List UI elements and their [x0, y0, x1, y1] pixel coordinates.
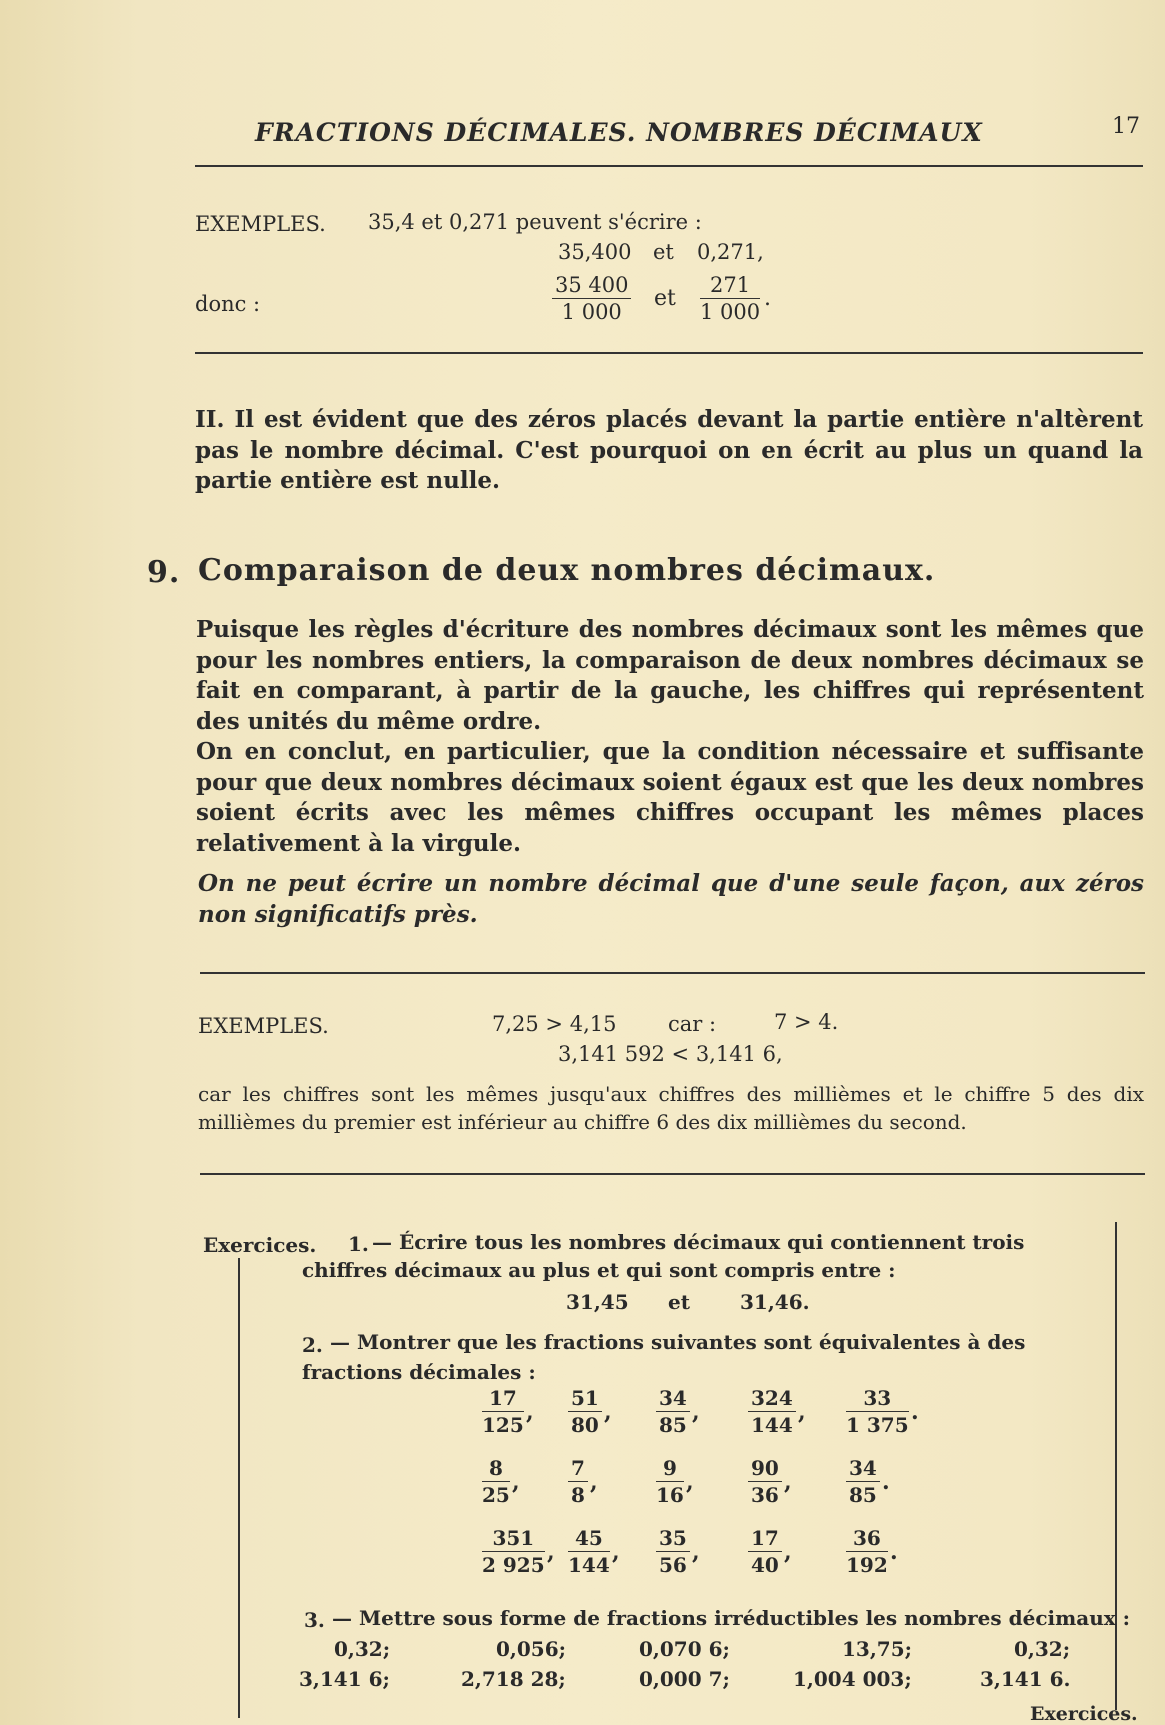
fraction-denominator: 36 — [751, 1483, 779, 1507]
fraction-numerator: 33 — [846, 1385, 909, 1412]
example1-end: . — [764, 286, 771, 311]
exercise3-text: — Mettre sous forme de fractions irréductibles les nombres décimaux : — [332, 1606, 1131, 1630]
example1-sep: et — [654, 286, 676, 311]
fraction-punctuation: , — [526, 1399, 534, 1425]
fraction-numerator: 351 — [482, 1525, 545, 1552]
fraction-r3-c2 — [568, 1525, 610, 1578]
fraction-r1-c2 — [568, 1385, 602, 1438]
fraction-punctuation: , — [547, 1539, 555, 1565]
example2-line2: 3,141 592 < 3,141 6, — [558, 1042, 783, 1066]
fraction-denominator: 144 — [751, 1413, 793, 1437]
fraction-punctuation: , — [604, 1399, 612, 1425]
page-header-title: FRACTIONS DÉCIMALES. NOMBRES DÉCIMAUX — [255, 118, 983, 147]
fraction-denominator: 80 — [571, 1413, 599, 1437]
section-number: 9. — [147, 555, 181, 590]
example2-line1-b: 7 > 4. — [774, 1010, 839, 1034]
section-title: Comparaison de deux nombres décimaux. — [198, 553, 936, 588]
fraction-denominator: 1 000 — [700, 300, 761, 324]
fraction-r2-c5 — [846, 1455, 880, 1508]
fraction-denominator: 2 925 — [482, 1553, 545, 1577]
exercise3-value: 3,141 6; — [299, 1667, 390, 1691]
fraction-numerator: 324 — [748, 1385, 796, 1412]
exercise1-text-line2: chiffres décimaux au plus et qui sont compris entre : — [302, 1258, 896, 1282]
fraction-r1-c4 — [748, 1385, 796, 1438]
example1-bottom-rule — [195, 352, 1143, 354]
fraction-punctuation: . — [911, 1399, 919, 1425]
fraction-denominator: 85 — [849, 1483, 877, 1507]
fraction-r1-c3 — [656, 1385, 690, 1438]
fraction-numerator: 51 — [568, 1385, 602, 1412]
fraction-numerator: 34 — [846, 1455, 880, 1482]
exercise3-value: 0,056; — [496, 1637, 567, 1661]
page-number: 17 — [1112, 114, 1140, 139]
fraction-numerator: 271 — [700, 272, 760, 299]
fraction-numerator: 34 — [656, 1385, 690, 1412]
fraction-denominator: 40 — [751, 1553, 779, 1577]
example2-line1-a: 7,25 > 4,15 — [492, 1012, 617, 1036]
exercise3-value: 3,141 6. — [980, 1667, 1071, 1691]
fraction-punctuation: . — [882, 1469, 890, 1495]
fraction-numerator: 9 — [656, 1455, 684, 1482]
fraction-r2-c3 — [656, 1455, 684, 1508]
fraction-r2-c4 — [748, 1455, 782, 1508]
fraction-denominator: 56 — [659, 1553, 687, 1577]
fraction-numerator: 17 — [482, 1385, 524, 1412]
donc-label: donc : — [195, 292, 261, 316]
exercise3-value: 0,000 7; — [639, 1667, 730, 1691]
fraction-r3-c3 — [656, 1525, 690, 1578]
fraction-denominator: 25 — [482, 1483, 510, 1507]
fraction-numerator: 17 — [748, 1525, 782, 1552]
example2-label: EXEMPLES. — [198, 1014, 329, 1038]
fraction-numerator: 36 — [846, 1525, 888, 1552]
exercises-left-bar — [238, 1258, 240, 1718]
fraction-numerator: 45 — [568, 1525, 610, 1552]
exercise3-value: 0,32; — [1014, 1637, 1071, 1661]
section9-paragraph-2: On en conclut, en particulier, que la condition nécessaire et suffisante pour que deux nombres décimaux soient égaux est que les deux nombres soient écrits avec les mêmes chiffres occupant les mêmes places relativement à la virgule. — [196, 738, 1144, 857]
exercise2-number: 2. — [302, 1333, 323, 1357]
exercise3-value: 0,32; — [334, 1637, 391, 1661]
fraction-denominator: 125 — [482, 1413, 524, 1437]
example1-line2-sep: et — [653, 240, 674, 264]
example1-fraction-2 — [700, 272, 760, 325]
fraction-numerator: 35 400 — [552, 272, 631, 299]
example1-fraction-1 — [552, 272, 631, 325]
fraction-r1-c5 — [846, 1385, 909, 1438]
fraction-punctuation: , — [692, 1399, 700, 1425]
fraction-punctuation: , — [798, 1399, 806, 1425]
paragraph-II: II. Il est évident que des zéros placés devant la partie entière n'altèrent pas le nombre décimal. C'est pourquoi on en écrit au plus un quand la partie entière est nulle. — [195, 406, 1143, 494]
fraction-punctuation: , — [784, 1539, 792, 1565]
exercise1-sep: et — [668, 1290, 690, 1314]
fraction-r2-c2 — [568, 1455, 588, 1508]
fraction-punctuation: , — [692, 1539, 700, 1565]
fraction-denominator: 144 — [568, 1553, 610, 1577]
example1-line2-left: 35,400 — [558, 240, 632, 264]
exercise3-value: 13,75; — [842, 1637, 913, 1661]
exercise3-value: 1,004 003; — [793, 1667, 912, 1691]
fraction-denominator: 16 — [656, 1483, 684, 1507]
exercise1-value-a: 31,45 — [566, 1290, 629, 1314]
fraction-denominator: 1 375 — [846, 1413, 909, 1437]
exercises-right-bar — [1115, 1222, 1117, 1710]
example2-top-rule — [200, 972, 1145, 974]
exercise2-text-line2: fractions décimales : — [302, 1360, 536, 1384]
fraction-punctuation: , — [612, 1539, 620, 1565]
fraction-numerator: 35 — [656, 1525, 690, 1552]
example1-intro: 35,4 et 0,271 peuvent s'écrire : — [368, 210, 702, 234]
fraction-punctuation: , — [512, 1469, 520, 1495]
fraction-numerator: 8 — [482, 1455, 510, 1482]
section9-paragraph-3: On ne peut écrire un nombre décimal que d'une seule façon, aux zéros non significatifs près. — [198, 870, 1144, 928]
fraction-r2-c1 — [482, 1455, 510, 1508]
exercise1-text-line1: — Écrire tous les nombres décimaux qui contiennent trois — [372, 1230, 1025, 1254]
fraction-punctuation: , — [590, 1469, 598, 1495]
fraction-numerator: 7 — [568, 1455, 588, 1482]
fraction-punctuation: , — [784, 1469, 792, 1495]
exercise1-value-b: 31,46. — [740, 1290, 810, 1314]
exercises-label: Exercices. — [203, 1233, 317, 1257]
fraction-denominator: 85 — [659, 1413, 687, 1437]
exercise3-number: 3. — [304, 1608, 325, 1632]
example2-text: car les chiffres sont les mêmes jusqu'aux chiffres des millièmes et le chiffre 5 des dix millièmes du premier est inférieur au chiffre 6 des dix millièmes du second. — [198, 1082, 1144, 1134]
fraction-denominator: 8 — [571, 1483, 585, 1507]
fraction-punctuation: , — [686, 1469, 694, 1495]
fraction-punctuation: . — [890, 1539, 898, 1565]
section9-paragraph-1: Puisque les règles d'écriture des nombres décimaux sont les mêmes que pour les nombres entiers, la comparaison de deux nombres décimaux se fait en comparant, à partir de la gauche, les chiffres qui représentent des unités du même ordre. — [196, 616, 1144, 735]
fraction-denominator: 1 000 — [561, 300, 622, 324]
exercise2-text-line1: — Montrer que les fractions suivantes sont équivalentes à des — [330, 1330, 1026, 1354]
exercise1-number: 1. — [348, 1232, 369, 1256]
example1-line2-right: 0,271, — [697, 240, 764, 264]
example2-line1-car: car : — [668, 1012, 717, 1036]
fraction-r3-c5 — [846, 1525, 888, 1578]
footer-exercises-fragment: Exercices. — [1030, 1703, 1138, 1725]
fraction-denominator: 192 — [846, 1553, 888, 1577]
exercise3-value: 0,070 6; — [639, 1637, 730, 1661]
fraction-r3-c4 — [748, 1525, 782, 1578]
example2-bottom-rule — [200, 1173, 1145, 1175]
fraction-r1-c1 — [482, 1385, 524, 1438]
fraction-r3-c1 — [482, 1525, 545, 1578]
exercise3-value: 2,718 28; — [461, 1667, 566, 1691]
example1-label: EXEMPLES. — [195, 212, 326, 236]
fraction-numerator: 90 — [748, 1455, 782, 1482]
header-rule — [195, 165, 1143, 167]
